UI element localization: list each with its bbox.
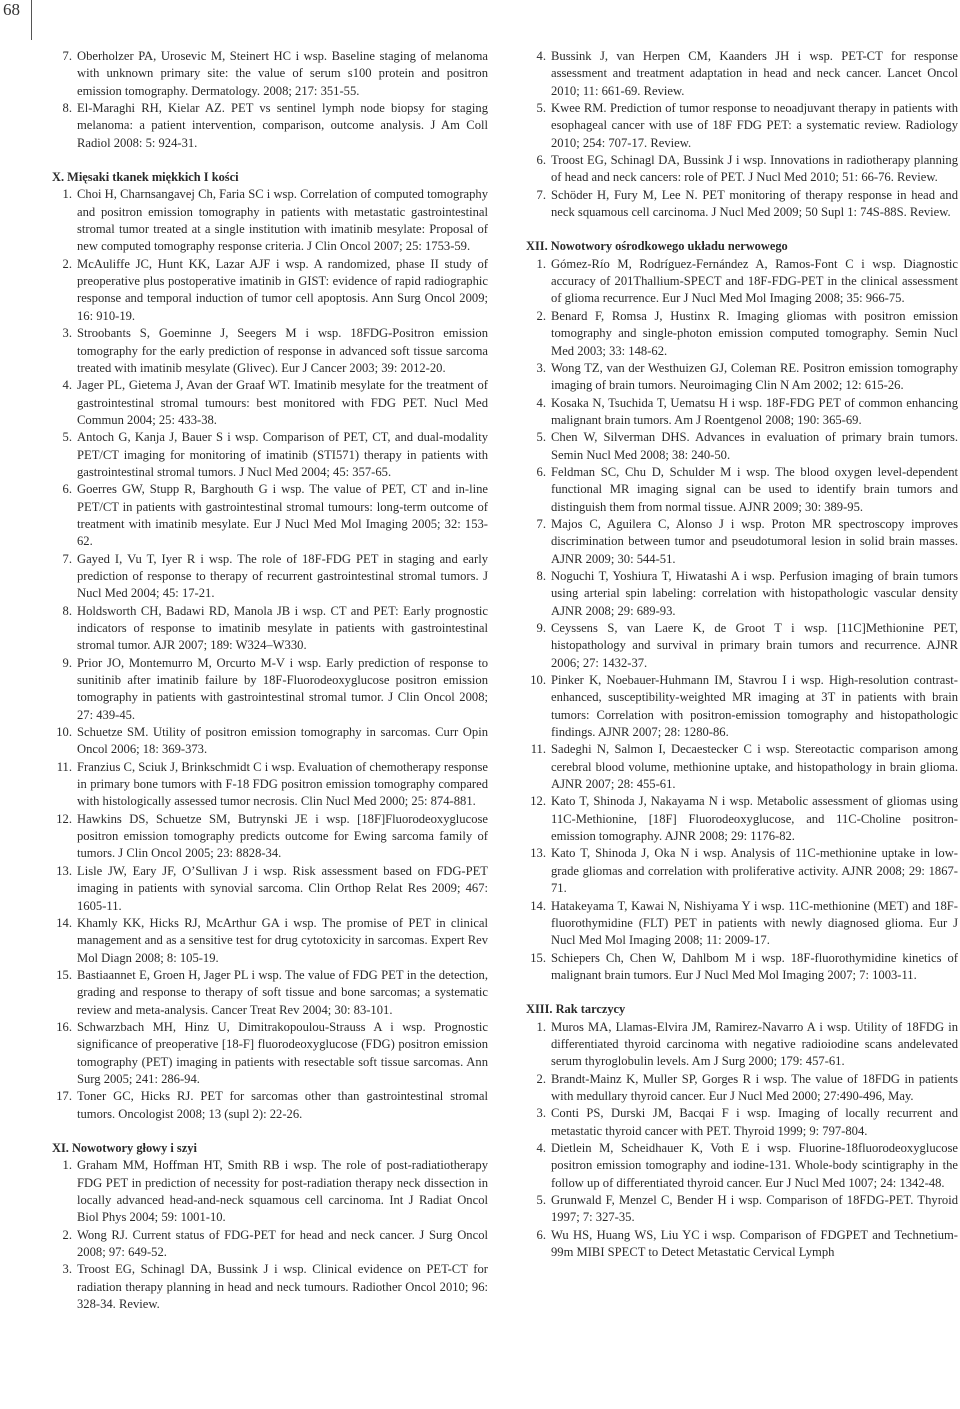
reference-number: 6. xyxy=(536,464,546,479)
reference-number: 4. xyxy=(536,49,546,63)
reference-number: 7. xyxy=(62,551,72,566)
page-number: 68 xyxy=(3,0,20,19)
reference-text: Ceyssens S, van Laere K, de Groot T i wsp. [11C]Methionine PET, histopathology and survival in primary brain tumors and recurrence. AJNR 2006; 27: 1432-37. xyxy=(551,621,958,670)
reference-item xyxy=(526,1019,958,1071)
reference-item xyxy=(52,759,488,811)
reference-item xyxy=(52,1157,488,1226)
reference-number: 7. xyxy=(536,187,546,202)
reference-text: Troost EG, Schinagl DA, Bussink J i wsp. Clinical evidence on PET-CT for radiation therapy planning in head and neck tumours. Radiother Oncol 2010; 96: 328-34. Review. xyxy=(77,1262,488,1312)
reference-item xyxy=(52,429,488,481)
reference-text: Dietlein M, Scheidhauer K, Voth E i wsp. Fluorine-18fluorodeoxyglucose positron emission tomography and iodine-131. Whole-body scintigraphy in the follow up of differentiated thyroid cancer. Eur J Nucl Med 1007; 24: 1342-48. xyxy=(551,1140,958,1190)
reference-item xyxy=(52,967,488,1019)
reference-text: Wu HS, Huang WS, Liu YC i wsp. Comparison of FDGPET and Technetium-99m MIBI SPECT to Detect Metastatic Cervical Lymph xyxy=(551,1227,958,1260)
reference-text: Khamly KK, Hicks RJ, McArthur GA i wsp. The promise of PET in clinical management and as a sensitive test for drug cytotoxicity in sarcomas. Expert Rev Mol Diagn 2008; 8: 105-19. xyxy=(77,915,488,965)
reference-text: Holdsworth CH, Badawi RD, Manola JB i wsp. CT and PET: Early prognostic indicators of response to imatinib mesylate in patients with gastrointestinal stromal tumor. AJR 2007; 189: W324–W330. xyxy=(77,603,488,653)
reference-number: 3. xyxy=(62,326,72,341)
reference-list xyxy=(526,256,958,984)
reference-text: Stroobants S, Goeminne J, Seegers M i wsp. 18FDG-Positron emission tomography for the early prediction of response in advanced soft tissue sarcoma treated with imatinib mesylate (Glivec). Eur J Cancer 2003; 39: 2012-20. xyxy=(77,326,488,375)
reference-text: Toner GC, Hicks RJ. PET for sarcomas other than gastrointestinal stromal tumors. Oncologist 2008; 13 (supl 2): 22-26. xyxy=(77,1089,488,1121)
reference-text: Hawkins DS, Schuetze SM, Butrynski JE i wsp. [18F]Fluorodeoxyglucose positron emission tomography predicts outcome for Ewing sarcoma family of tumors. J Clin Oncol 2005; 23: 8828-34. xyxy=(77,811,488,861)
reference-number: 10. xyxy=(530,673,546,688)
reference-text: Troost EG, Schinagl DA, Bussink J i wsp. Innovations in radiotherapy planning of head and neck cancers: role of PET. J Nucl Med 2010; 51: 66-76. Review. xyxy=(551,153,958,185)
reference-number: 2. xyxy=(536,1071,546,1086)
reference-number: 13. xyxy=(530,846,546,861)
reference-item xyxy=(526,308,958,360)
reference-item xyxy=(526,1105,958,1140)
reference-item xyxy=(52,863,488,915)
reference-text: Gómez-Río M, Rodríguez-Fernández A, Ramos-Font C i wsp. Diagnostic accuracy of 201Thallium-SPECT and 18F-FDG-PET in the clinical assessment of glioma recurrence. Eur J Nucl Med Mol Imaging 2008; 35: 966-75. xyxy=(551,256,958,306)
reference-number: 6. xyxy=(536,153,546,168)
page-number-rule xyxy=(31,0,32,40)
reference-number: 9. xyxy=(62,655,72,670)
reference-number: 13. xyxy=(56,863,72,878)
reference-number: 8. xyxy=(536,568,546,583)
reference-text: Lisle JW, Eary JF, O’Sullivan J i wsp. Risk assessment based on FDG-PET imaging in patients with synovial sarcoma. Clin Orthop Relat Res 2009; 467: 1605-11. xyxy=(77,863,488,913)
reference-text: Hatakeyama T, Kawai N, Nishiyama Y i wsp. 11C-methionine (MET) and 18F-fluorothymidine (FLT) PET in patients with newly diagnosed glioma. Eur J Nucl Med Mol Imaging 2008; 11: 2009-17. xyxy=(551,898,958,948)
reference-item xyxy=(52,724,488,759)
section-spacer xyxy=(526,221,958,238)
reference-text: Goerres GW, Stupp R, Barghouth G i wsp. The value of PET, CT and in-line PET/CT in patients with gastrointestinal stromal tumours: long-term outcome of treatment with imatinib mesylate. Eur J Nucl Med Mol Imaging 2005; 32: 153-62. xyxy=(77,482,488,549)
left-column xyxy=(52,48,488,1313)
reference-number: 3. xyxy=(536,1106,546,1121)
reference-number: 15. xyxy=(530,950,546,965)
reference-text: Schöder H, Fury M, Lee N. PET monitoring of therapy response in head and neck squamous cell carcinoma. J Nucl Med 2009; 50 Supl 1: 74S-88S. Review. xyxy=(551,187,958,220)
reference-number: 3. xyxy=(536,360,546,375)
reference-text: Conti PS, Durski JM, Bacqai F i wsp. Imaging of locally recurrent and metastatic thyroid cancer with PET. Thyroid 1999; 9: 797-804. xyxy=(551,1106,958,1138)
reference-text: Schuetze SM. Utility of positron emission tomography in sarcomas. Curr Opin Oncol 2006; 18: 369-373. xyxy=(77,725,488,757)
reference-number: 12. xyxy=(56,811,72,826)
section-heading: X. Mięsaki tkanek miękkich I kości xyxy=(52,170,239,185)
reference-item xyxy=(526,793,958,845)
reference-text: Schwarzbach MH, Hinz U, Dimitrakopoulou-Strauss A i wsp. Prognostic significance of preoperative [18-F] fluorodeoxyglucose (FDG) positron emission tomography (PET) imaging in patients with resectable soft tissue sarcomas. Ann Surg 2005; 241: 286-94. xyxy=(77,1019,488,1086)
reference-number: 8. xyxy=(62,101,72,116)
reference-number: 1. xyxy=(536,256,546,271)
reference-number: 17. xyxy=(56,1089,72,1104)
reference-item xyxy=(526,1192,958,1227)
reference-number: 12. xyxy=(530,794,546,809)
reference-number: 14. xyxy=(56,915,72,930)
reference-item xyxy=(52,915,488,967)
reference-number: 11. xyxy=(56,759,72,774)
reference-item xyxy=(526,741,958,793)
reference-text: Pinker K, Noebauer-Huhmann IM, Stavrou I i wsp. High-resolution contrast-enhanced, susceptibility-weighted MR imaging at 3T in patients with brain tumors: Correlation with positron-emission tomography and histopathologic findings. AJNR 2007; 28: 1280-86. xyxy=(551,673,958,740)
reference-number: 1. xyxy=(62,1158,72,1173)
reference-item xyxy=(526,48,958,100)
reference-item xyxy=(526,845,958,897)
reference-item xyxy=(526,672,958,741)
reference-text: Majos C, Aguilera C, Alonso J i wsp. Proton MR spectroscopy improves discrimination between tumor and pseudotumoral lesion in solid brain masses. AJNR 2009; 30: 544-51. xyxy=(551,516,958,566)
reference-number: 2. xyxy=(62,256,72,271)
reference-text: Feldman SC, Chu D, Schulder M i wsp. The blood oxygen level-dependent functional MR imaging signal can be used to identify brain tumors and distinguish them from normal tissue. AJNR 2009; 30: 389-95. xyxy=(551,464,958,514)
reference-item xyxy=(52,603,488,655)
reference-text: Noguchi T, Yoshiura T, Hiwatashi A i wsp. Perfusion imaging of brain tumors using arterial spin labeling: correlation with histopathologic vascular density AJNR 2008; 29: 689-93. xyxy=(551,568,958,618)
reference-number: 2. xyxy=(62,1227,72,1242)
reference-text: Kato T, Shinoda J, Nakayama N i wsp. Metabolic assessment of gliomas using 11C-Methionine, [18F] Fluorodeoxyglucose, and 11C-Choline positron-emission tomography. AJNR 2008; 29: 1176-82. xyxy=(551,794,958,844)
reference-text: Kato T, Shinoda J, Oka N i wsp. Analysis of 11C-methionine uptake in low-grade gliomas and correlation with proliferative activity. AJNR 2008; 29: 1867-71. xyxy=(551,846,958,896)
section-spacer xyxy=(52,1123,488,1140)
reference-text: Choi H, Charnsangavej Ch, Faria SC i wsp. Correlation of computed tomography and positron emission tomography in patients with metastatic gastrointestinal stromal tumor treated at a single institution with imatinib mesylate: Proposal of new computed tomography response criteria. J Clin Oncol 2007; 25: 1753-59. xyxy=(77,187,488,254)
reference-number: 6. xyxy=(536,1227,546,1242)
reference-item xyxy=(526,950,958,985)
reference-item xyxy=(526,464,958,516)
reference-item xyxy=(52,1261,488,1313)
reference-number: 4. xyxy=(536,1140,546,1155)
reference-item xyxy=(526,620,958,672)
reference-text: Chen W, Silverman DHS. Advances in evaluation of primary brain tumors. Semin Nucl Med 2008; 38: 240-50. xyxy=(551,430,958,462)
reference-item xyxy=(52,48,488,100)
reference-number: 10. xyxy=(56,725,72,740)
reference-number: 5. xyxy=(536,1193,546,1207)
reference-item xyxy=(526,568,958,620)
reference-text: Bussink J, van Herpen CM, Kaanders JH i wsp. PET-CT for response assessment and treatment adaptation in head and neck cancer. Lancet Oncol 2010; 11: 661-69. Review. xyxy=(551,49,958,98)
reference-list xyxy=(526,48,958,221)
reference-text: Sadeghi N, Salmon I, Decaestecker C i wsp. Stereotactic comparison among cerebral blood volume, methionine uptake, and histopathology in brain glioma. AJNR 2007; 28: 455-61. xyxy=(551,742,958,792)
reference-number: 5. xyxy=(536,430,546,445)
reference-number: 1. xyxy=(62,187,72,202)
reference-text: Grunwald F, Menzel C, Bender H i wsp. Comparison of 18FDG-PET. Thyroid 1997; 7: 327-35. xyxy=(551,1193,958,1225)
reference-item xyxy=(52,325,488,377)
reference-number: 5. xyxy=(62,430,72,445)
section-heading: XIII. Rak tarczycy xyxy=(526,1002,626,1017)
reference-number: 7. xyxy=(536,516,546,531)
reference-list xyxy=(52,186,488,1123)
section-spacer xyxy=(526,984,958,1001)
reference-number: 6. xyxy=(62,482,72,497)
reference-item xyxy=(52,1019,488,1088)
reference-item xyxy=(526,429,958,464)
reference-item xyxy=(52,1088,488,1123)
reference-number: 1. xyxy=(536,1019,546,1034)
reference-item xyxy=(52,1227,488,1262)
reference-list xyxy=(52,1157,488,1313)
reference-item xyxy=(526,152,958,187)
reference-item xyxy=(52,100,488,152)
reference-item xyxy=(526,1140,958,1192)
reference-item xyxy=(526,898,958,950)
reference-number: 2. xyxy=(536,308,546,323)
reference-number: 9. xyxy=(536,621,546,635)
reference-text: Prior JO, Montemurro M, Orcurto M-V i wsp. Early prediction of response to sunitinib after imatinib failure by 18F-Fluorodeoxyglucose positron emission tomography in patients with gastrointestinal stromal tumor. J Clin Oncol 2008; 27: 439-45. xyxy=(77,655,488,722)
reference-item xyxy=(526,395,958,430)
reference-item xyxy=(526,256,958,308)
section-heading: XI. Nowotwory głowy i szyi xyxy=(52,1140,197,1155)
reference-text: Kosaka N, Tsuchida T, Uematsu H i wsp. 18F-FDG PET of common enhancing malignant brain tumors. Am J Roentgenol 2008; 190: 365-69. xyxy=(551,395,958,427)
reference-number: 15. xyxy=(56,967,72,982)
reference-text: Oberholzer PA, Urosevic M, Steinert HC i wsp. Baseline staging of melanoma with unknown primary site: the value of serum s100 protein and positron emission tomography. Dermatology. 2008; 217: 351-55. xyxy=(77,49,488,98)
reference-number: 4. xyxy=(536,395,546,410)
reference-item xyxy=(52,811,488,863)
reference-item xyxy=(526,1071,958,1106)
reference-number: 8. xyxy=(62,603,72,618)
reference-item xyxy=(52,186,488,255)
reference-text: Graham MM, Hoffman HT, Smith RB i wsp. The role of post-radiatiotherapy FDG PET in prediction of necessity for post-radiation therapy neck dissection in locally advanced head-and-neck squamous cell carcinoma. Int J Radiat Oncol Biol Phys 2004; 59: 1001-10. xyxy=(77,1158,488,1225)
reference-list xyxy=(526,1019,958,1262)
section-heading: XII. Nowotwory ośrodkowego układu nerwowego xyxy=(526,239,788,254)
reference-text: Schiepers Ch, Chen W, Dahlbom M i wsp. 18F-fluorothymidine kinetics of malignant brain tumors. Eur J Nucl Med Mol Imaging 2007; 7: 1003-11. xyxy=(551,950,958,982)
reference-number: 16. xyxy=(56,1019,72,1034)
reference-text: El-Maraghi RH, Kielar AZ. PET vs sentinel lymph node biopsy for staging melanoma: a patient intervention, comparison, outcome analysis. J Am Coll Radiol 2008: 5: 924-31. xyxy=(77,101,488,150)
reference-text: Antoch G, Kanja J, Bauer S i wsp. Comparison of PET, CT, and dual-modality PET/CT imaging for monitoring of imatinib (STI571) therapy in patients with gastrointestinal stromal tumors. J Nucl Med 2004; 45: 357-65. xyxy=(77,430,488,479)
reference-item xyxy=(52,256,488,325)
reference-text: Brandt-Mainz K, Muller SP, Gorges R i wsp. The value of 18FDG in patients with medullary thyroid cancer. Eur J Nucl Med 2000; 27:490-496, May. xyxy=(551,1071,958,1103)
reference-text: Wong TZ, van der Westhuizen GJ, Coleman RE. Positron emission tomography imaging of brain tumors. Neuroimaging Clin N Am 2002; 12: 615-26. xyxy=(551,360,958,393)
reference-item xyxy=(526,187,958,222)
reference-number: 11. xyxy=(530,742,546,757)
reference-number: 5. xyxy=(536,101,546,116)
reference-item xyxy=(52,551,488,603)
reference-item xyxy=(52,377,488,429)
reference-number: 14. xyxy=(530,898,546,913)
reference-text: Franzius C, Sciuk J, Brinkschmidt C i wsp. Evaluation of chemotherapy response in primary bone tumors with F-18 FDG positron emission tomography compared with histologically assessed tumor necrosis. Clin Nucl Med 2000; 25: 874-881. xyxy=(77,759,488,809)
reference-text: Gayed I, Vu T, Iyer R i wsp. The role of 18F-FDG PET in staging and early prediction of response to therapy of recurrent gastrointestinal stromal tumors. J Nucl Med 2004; 45: 17-21. xyxy=(77,551,488,601)
reference-text: Benard F, Romsa J, Hustinx R. Imaging gliomas with positron emission tomography and single-photon emission computed tomography. Semin Nucl Med 2003; 33: 148-62. xyxy=(551,308,958,358)
reference-text: Kwee RM. Prediction of tumor response to neoadjuvant therapy in patients with esophageal cancer with use of 18F FDG PET: a systematic review. Radiology 2010; 254: 707-17. Review. xyxy=(551,101,958,150)
reference-item xyxy=(52,655,488,724)
reference-number: 7. xyxy=(62,49,72,63)
reference-text: Bastiaannet E, Groen H, Jager PL i wsp. The value of FDG PET in the detection, grading and response to therapy of soft tissue and bone sarcomas; a systematic review and meta-analysis. Cancer Treat Rev 2004; 30: 83-101. xyxy=(77,967,488,1017)
section-spacer xyxy=(52,152,488,169)
reference-text: Muros MA, Llamas-Elvira JM, Ramirez-Navarro A i wsp. Utility of 18FDG in differentiated thyroid carcinoma with negative radioiodine scans andelevated serum thyroglobulin levels. Am J Surg 2000; 179: 457-61. xyxy=(551,1019,958,1069)
reference-text: McAuliffe JC, Hunt KK, Lazar AJF i wsp. A randomized, phase II study of preoperative plus postoperative imatinib in GIST: evidence of rapid radiographic response and temporal induction of tumor cell apoptosis. Ann Surg Oncol 2009; 16: 910-19. xyxy=(77,256,488,323)
reference-number: 3. xyxy=(62,1262,72,1277)
reference-number: 4. xyxy=(62,378,72,393)
reference-text: Jager PL, Gietema J, Avan der Graaf WT. Imatinib mesylate for the treatment of gastrointestinal stromal tumours: best monitored with FDG PET. Nucl Med Commun 2004; 25: 433-38. xyxy=(77,378,488,427)
reference-item xyxy=(52,481,488,550)
reference-list xyxy=(52,48,488,152)
reference-item xyxy=(526,360,958,395)
reference-text: Wong RJ. Current status of FDG-PET for head and neck cancer. J Surg Oncol 2008; 97: 649-52. xyxy=(77,1227,488,1260)
reference-item xyxy=(526,516,958,568)
right-column xyxy=(526,48,958,1261)
reference-item xyxy=(526,1227,958,1262)
reference-item xyxy=(526,100,958,152)
